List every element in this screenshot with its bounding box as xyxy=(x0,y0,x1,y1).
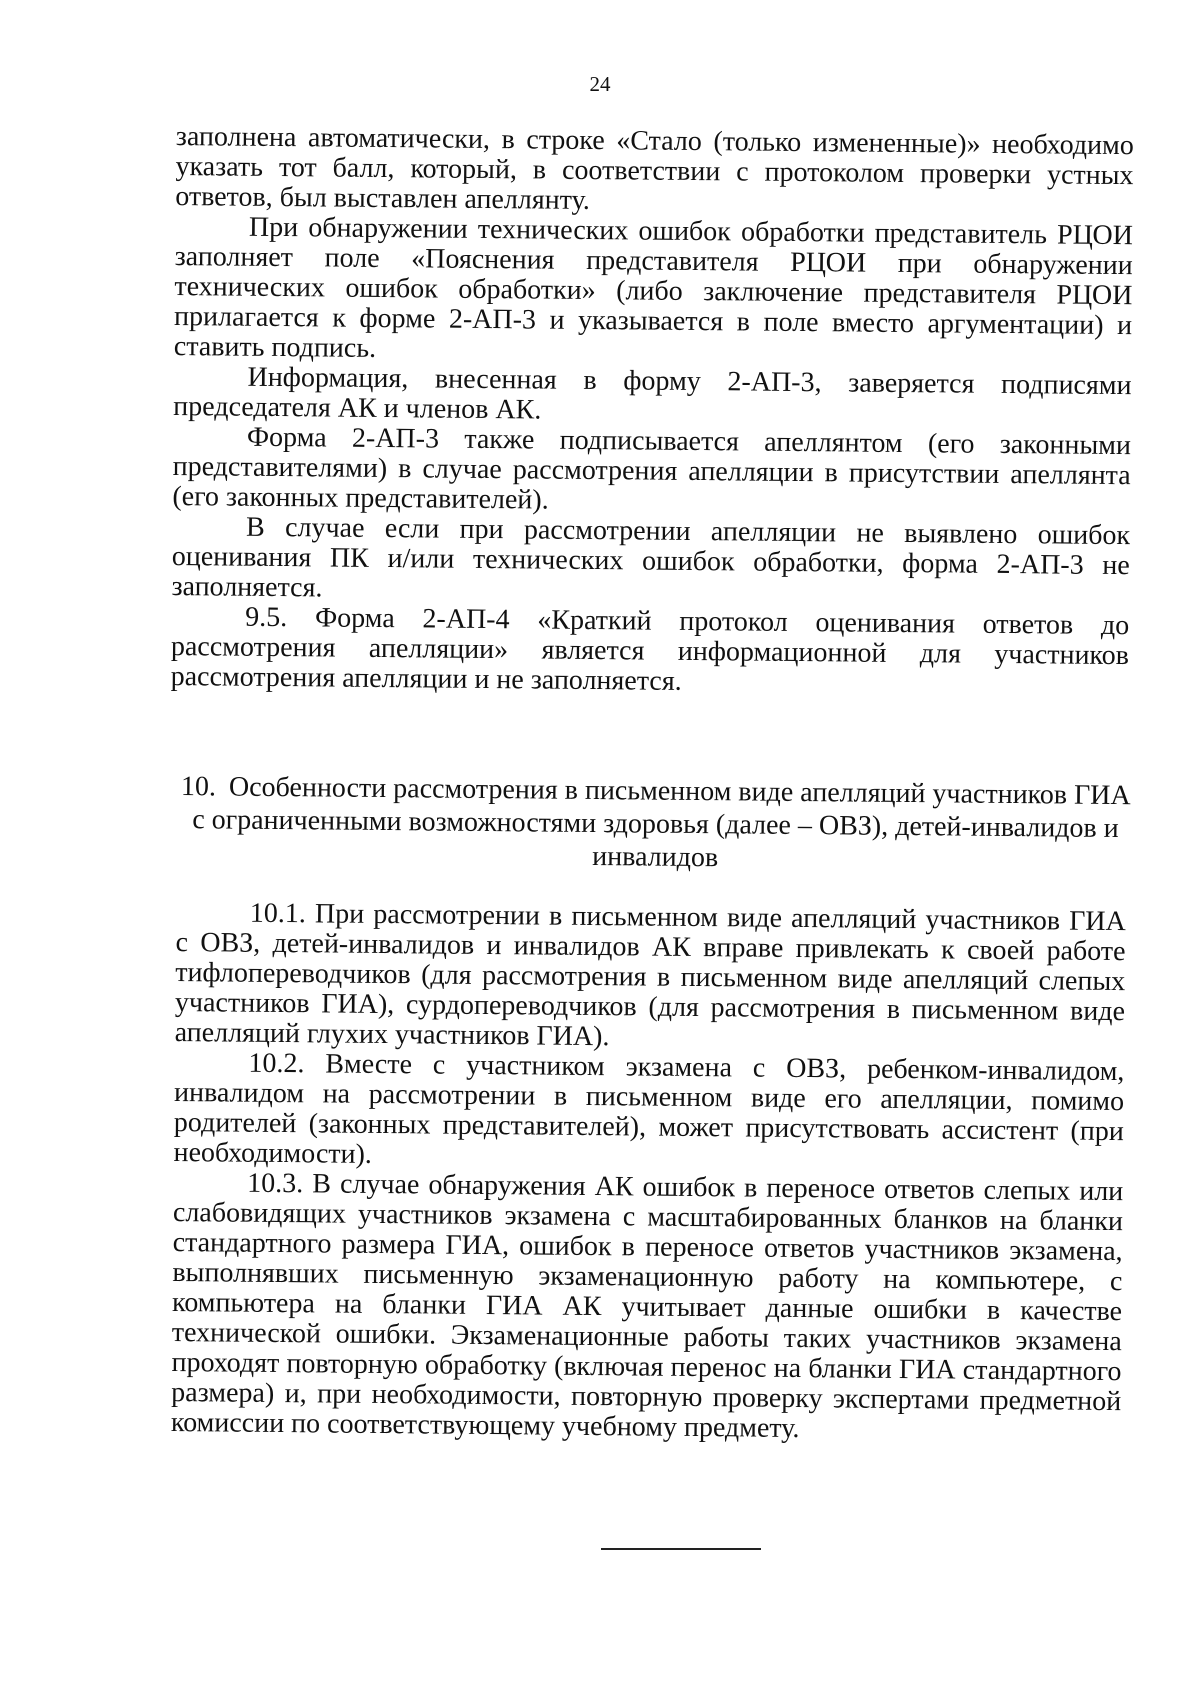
section-number: 10. xyxy=(180,771,217,803)
end-separator-line xyxy=(601,1548,761,1550)
paragraph-technical-errors: При обнаружении технических ошибок обработки представитель РЦОИ заполняет поле «Пояснения представителя РЦОИ при обнаружении технических ошибок обработки» (либо заключение представителя РЦОИ прилагается к форме 2-АП-3 и указывается в поле вместо аргументации) и ставить подпись. xyxy=(173,211,1134,364)
paragraph-no-errors: В случае если при рассмотрении апелляции не выявлено ошибок оценивания ПК и/или технических ошибок обработки, форма 2-АП-3 не заполняется. xyxy=(171,511,1131,604)
section-heading xyxy=(175,770,1136,878)
paragraph-appellant-signature: Форма 2-АП-3 также подписывается апеллянтом (его законными представителями) в случае рассмотрения апелляции в присутствии апеллянта (его законных представителей). xyxy=(172,421,1132,516)
section-title: Особенности рассмотрения в письменном виде апелляций участников ГИА с ограниченными возможностями здоровья (далее – ОВЗ), детей-инвалидов и инвалидов xyxy=(192,771,1131,874)
paragraph-10-2: 10.2. Вместе с участником экзамена с ОВЗ, ребенком-инвалидом, инвалидом на рассмотрении в письменном виде его апелляции, помимо родителей (законных представителей), может присутствовать ассистент (при необходимости). xyxy=(173,1047,1125,1170)
body-text-top xyxy=(171,122,1134,701)
paragraph-10-3: 10.3. В случае обнаружения АК ошибок в переносе ответов слепых или слабовидящих участников экзамена с масштабированных бланков на бланки стандартного размера ГИА, ошибок в переносе ответов участников экзамена, выполнявших письменную экзаменационную работу на компьютере, с компьютера на бланки ГИА АК учитывает данные ошибки в качестве технической ошибки. Экзаменационные работы таких участников экзамена проходят повторную обработку (включая перенос на бланки ГИА стандартного размера) и, при необходимости, повторную проверку экспертами предметной комиссии по соответствующему учебному предмету. xyxy=(170,1167,1124,1445)
paragraph-10-1: 10.1. При рассмотрении в письменном виде апелляций участников ГИА с ОВЗ, детей-инвалидов и инвалидов АК вправе привлекать к своей работе тифлопереводчиков (для рассмотрения в письменном виде апелляций слепых участников ГИА), сурдопереводчиков (для рассмотрения в письменном виде апелляций глухих участников ГИА). xyxy=(174,897,1126,1053)
paragraph-continuation: заполнена автоматически, в строке «Стало (только измененные)» необходимо указать тот балл, который, в соответствии с протоколом проверки устных ответов, был выставлен апеллянту. xyxy=(175,121,1134,216)
page-number: 24 xyxy=(589,72,611,96)
body-text-bottom xyxy=(171,898,1126,1447)
paragraph-9-5: 9.5. Форма 2-АП-4 «Краткий протокол оценивания ответов до рассмотрения апелляции» является информационной для участников рассмотрения апелляции и не заполняется. xyxy=(170,601,1130,697)
paragraph-certification: Информация, внесенная в форму 2-АП-3, заверяется подписями председателя АК и членов АК. xyxy=(173,361,1132,426)
